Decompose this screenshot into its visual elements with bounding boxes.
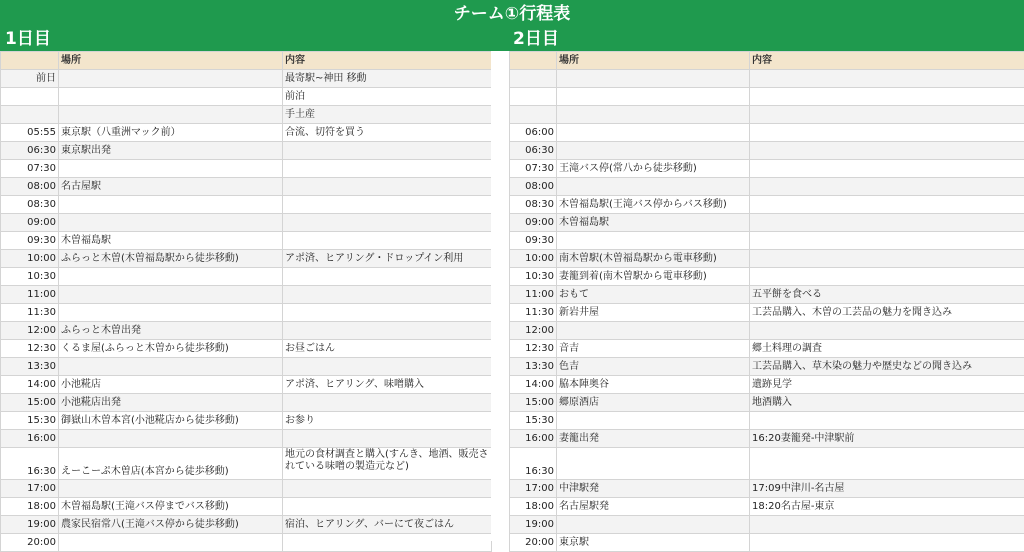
- table-row: [510, 268, 1024, 286]
- day1-schedule-table: [0, 51, 492, 552]
- time-cell[interactable]: 16:30: [1, 448, 59, 480]
- time-cell[interactable]: 09:00: [1, 214, 59, 232]
- place-cell[interactable]: 名古屋駅: [59, 178, 283, 196]
- place-cell[interactable]: [59, 70, 283, 88]
- content-cell[interactable]: [750, 88, 1024, 106]
- time-cell[interactable]: [510, 88, 557, 106]
- time-cell[interactable]: 17:00: [510, 480, 557, 498]
- content-cell[interactable]: [283, 322, 492, 340]
- content-cell[interactable]: [750, 412, 1024, 430]
- table-row: [510, 196, 1024, 214]
- place-cell[interactable]: [557, 322, 750, 340]
- content-cell[interactable]: [283, 214, 492, 232]
- header-time-cell[interactable]: [1, 52, 59, 70]
- place-cell[interactable]: 小池糀店: [59, 376, 283, 394]
- table-row: [510, 160, 1024, 178]
- time-cell[interactable]: 20:00: [510, 534, 557, 552]
- time-cell[interactable]: 16:00: [510, 430, 557, 448]
- content-cell[interactable]: [750, 534, 1024, 552]
- content-cell[interactable]: [283, 480, 492, 498]
- time-cell[interactable]: [510, 70, 557, 88]
- place-cell[interactable]: [59, 480, 283, 498]
- time-cell[interactable]: 11:30: [1, 304, 59, 322]
- table-row: [510, 448, 1024, 480]
- table-row: [1, 480, 492, 498]
- table-row: [510, 340, 1024, 358]
- place-cell[interactable]: 中津駅発: [557, 480, 750, 498]
- sheet-title: チーム①行程表: [0, 3, 1024, 25]
- table-row: [510, 322, 1024, 340]
- time-cell[interactable]: 13:30: [1, 358, 59, 376]
- content-cell[interactable]: 18:20名古屋-東京: [750, 498, 1024, 516]
- table-row: [510, 124, 1024, 142]
- place-cell[interactable]: [59, 196, 283, 214]
- time-cell[interactable]: 12:00: [510, 322, 557, 340]
- table-row: [1, 448, 492, 480]
- place-cell[interactable]: [59, 534, 283, 552]
- content-cell[interactable]: 合流、切符を買う: [283, 124, 492, 142]
- place-cell[interactable]: [557, 178, 750, 196]
- table-row: [510, 88, 1024, 106]
- day2-label: 2日目: [513, 28, 559, 50]
- content-cell[interactable]: [750, 516, 1024, 534]
- table-row: [1, 160, 492, 178]
- table-row: [1, 214, 492, 232]
- time-cell[interactable]: 15:00: [510, 394, 557, 412]
- header-content-cell[interactable]: 内容: [283, 52, 492, 70]
- time-cell[interactable]: 15:30: [510, 412, 557, 430]
- time-cell[interactable]: 16:30: [510, 448, 557, 480]
- place-cell[interactable]: [59, 214, 283, 232]
- content-cell[interactable]: [283, 498, 492, 516]
- table-row: [510, 304, 1024, 322]
- content-cell[interactable]: 工芸品購入、木曽の工芸品の魅力を聞き込み: [750, 304, 1024, 322]
- table-row: [510, 286, 1024, 304]
- time-cell[interactable]: 17:00: [1, 480, 59, 498]
- time-cell[interactable]: 20:00: [1, 534, 59, 552]
- table-row: [510, 430, 1024, 448]
- time-cell[interactable]: 13:30: [510, 358, 557, 376]
- header-place-cell[interactable]: 場所: [59, 52, 283, 70]
- table-row: [1, 322, 492, 340]
- table-row: [1, 250, 492, 268]
- table-row: [510, 534, 1024, 552]
- table-row: [1, 286, 492, 304]
- place-cell[interactable]: [557, 232, 750, 250]
- time-cell[interactable]: 06:30: [510, 142, 557, 160]
- content-cell[interactable]: [750, 250, 1024, 268]
- time-cell[interactable]: 07:30: [1, 160, 59, 178]
- content-cell[interactable]: [750, 142, 1024, 160]
- content-cell[interactable]: [283, 142, 492, 160]
- table-row: [510, 214, 1024, 232]
- table-row: [510, 232, 1024, 250]
- place-cell[interactable]: 農家民宿常八(王滝バス停から徒歩移動): [59, 516, 283, 534]
- time-cell[interactable]: 10:00: [510, 250, 557, 268]
- place-cell[interactable]: 南木曽駅(木曽福島駅から電車移動): [557, 250, 750, 268]
- table-row: [1, 394, 492, 412]
- place-cell[interactable]: 木曽福島駅: [557, 214, 750, 232]
- table-row: [1, 232, 492, 250]
- content-cell[interactable]: [750, 106, 1024, 124]
- place-cell[interactable]: 妻籠出発: [557, 430, 750, 448]
- table-row: [510, 106, 1024, 124]
- place-cell[interactable]: [59, 286, 283, 304]
- table-row: [1, 376, 492, 394]
- time-cell[interactable]: 15:30: [1, 412, 59, 430]
- place-cell[interactable]: 東京駅出発: [59, 142, 283, 160]
- header-time-cell[interactable]: [510, 52, 557, 70]
- table-row: [1, 268, 492, 286]
- content-cell[interactable]: 郷土料理の調査: [750, 340, 1024, 358]
- time-cell[interactable]: 09:00: [510, 214, 557, 232]
- place-cell[interactable]: [59, 160, 283, 178]
- place-cell[interactable]: 東京駅: [557, 534, 750, 552]
- place-cell[interactable]: [557, 88, 750, 106]
- time-cell[interactable]: [1, 88, 59, 106]
- place-cell[interactable]: [557, 106, 750, 124]
- time-cell[interactable]: 11:00: [510, 286, 557, 304]
- place-cell[interactable]: 東京駅（八重洲マック前）: [59, 124, 283, 142]
- place-cell[interactable]: 名古屋駅発: [557, 498, 750, 516]
- content-cell[interactable]: [283, 394, 492, 412]
- content-cell[interactable]: [283, 160, 492, 178]
- time-cell[interactable]: 10:30: [510, 268, 557, 286]
- header-place-cell[interactable]: 場所: [557, 52, 750, 70]
- place-cell[interactable]: [59, 268, 283, 286]
- time-cell[interactable]: 09:30: [1, 232, 59, 250]
- time-cell[interactable]: 06:00: [510, 124, 557, 142]
- time-cell[interactable]: 11:00: [1, 286, 59, 304]
- table-row: [1, 106, 492, 124]
- table-row: [510, 376, 1024, 394]
- place-cell[interactable]: 新岩井屋: [557, 304, 750, 322]
- time-cell[interactable]: 18:00: [1, 498, 59, 516]
- content-cell[interactable]: [750, 124, 1024, 142]
- day2-schedule-table: [509, 51, 1024, 552]
- table-row: [1, 340, 492, 358]
- place-cell[interactable]: くるま屋(ふらっと木曽から徒歩移動): [59, 340, 283, 358]
- content-cell[interactable]: [283, 304, 492, 322]
- time-cell[interactable]: 08:30: [510, 196, 557, 214]
- place-cell[interactable]: [59, 304, 283, 322]
- header-content-cell[interactable]: 内容: [750, 52, 1024, 70]
- place-cell[interactable]: [59, 106, 283, 124]
- place-cell[interactable]: 木曽福島駅(王滝バス停からバス移動): [557, 196, 750, 214]
- place-cell[interactable]: [557, 70, 750, 88]
- place-cell[interactable]: [557, 142, 750, 160]
- time-cell[interactable]: 10:30: [1, 268, 59, 286]
- content-cell[interactable]: 手土産: [283, 106, 492, 124]
- place-cell[interactable]: 音吉: [557, 340, 750, 358]
- content-cell[interactable]: [283, 268, 492, 286]
- time-cell[interactable]: 12:30: [1, 340, 59, 358]
- time-cell[interactable]: 06:30: [1, 142, 59, 160]
- time-cell[interactable]: 12:30: [510, 340, 557, 358]
- time-cell[interactable]: 07:30: [510, 160, 557, 178]
- content-cell[interactable]: お昼ごはん: [283, 340, 492, 358]
- place-cell[interactable]: [59, 430, 283, 448]
- content-cell[interactable]: 地元の食材調査と購入(すんき、地酒、販売されている味噌の製造元など): [283, 448, 492, 480]
- place-cell[interactable]: 木曽福島駅: [59, 232, 283, 250]
- content-cell[interactable]: [750, 268, 1024, 286]
- time-cell[interactable]: 16:00: [1, 430, 59, 448]
- time-cell[interactable]: 18:00: [510, 498, 557, 516]
- place-cell[interactable]: 御嶽山木曽本宮(小池糀店から徒歩移動): [59, 412, 283, 430]
- content-cell[interactable]: お参り: [283, 412, 492, 430]
- content-cell[interactable]: [750, 178, 1024, 196]
- content-cell[interactable]: アポ済、ヒアリング、味噌購入: [283, 376, 492, 394]
- place-cell[interactable]: 脇本陣奥谷: [557, 376, 750, 394]
- content-cell[interactable]: [750, 232, 1024, 250]
- table-row: [1, 142, 492, 160]
- place-cell[interactable]: おもて: [557, 286, 750, 304]
- title-banner: [0, 0, 1024, 51]
- time-cell[interactable]: 12:00: [1, 322, 59, 340]
- content-cell[interactable]: 遺跡見学: [750, 376, 1024, 394]
- content-cell[interactable]: [750, 322, 1024, 340]
- content-cell[interactable]: アポ済、ヒアリング・ドロップイン利用: [283, 250, 492, 268]
- content-cell[interactable]: 宿泊、ヒアリング、バーにて夜ごはん: [283, 516, 492, 534]
- place-cell[interactable]: [59, 358, 283, 376]
- table-row: [1, 304, 492, 322]
- table-row: [1, 178, 492, 196]
- time-cell[interactable]: 08:00: [510, 178, 557, 196]
- header-row: [510, 52, 1024, 70]
- content-cell[interactable]: [750, 448, 1024, 480]
- content-cell[interactable]: [283, 430, 492, 448]
- content-cell[interactable]: 工芸品購入、草木染の魅力や歴史などの聞き込み: [750, 358, 1024, 376]
- table-row: [1, 358, 492, 376]
- place-cell[interactable]: 王滝バス停(常八から徒歩移動): [557, 160, 750, 178]
- table-row: [1, 70, 492, 88]
- time-cell[interactable]: 10:00: [1, 250, 59, 268]
- time-cell[interactable]: [1, 106, 59, 124]
- place-cell[interactable]: [557, 124, 750, 142]
- time-cell[interactable]: [510, 106, 557, 124]
- place-cell[interactable]: 小池糀店出発: [59, 394, 283, 412]
- content-cell[interactable]: 17:09中津川-名古屋: [750, 480, 1024, 498]
- time-cell[interactable]: 08:30: [1, 196, 59, 214]
- table-row: [1, 498, 492, 516]
- day1-label: 1日目: [5, 28, 51, 50]
- content-cell[interactable]: [750, 214, 1024, 232]
- table-row: [510, 394, 1024, 412]
- time-cell[interactable]: 14:00: [1, 376, 59, 394]
- content-cell[interactable]: [283, 196, 492, 214]
- table-row: [1, 124, 492, 142]
- table-row: [510, 412, 1024, 430]
- place-cell[interactable]: 郷原酒店: [557, 394, 750, 412]
- table-row: [510, 142, 1024, 160]
- content-cell[interactable]: [283, 358, 492, 376]
- place-cell[interactable]: [557, 412, 750, 430]
- content-cell[interactable]: [750, 196, 1024, 214]
- time-cell[interactable]: 08:00: [1, 178, 59, 196]
- time-cell[interactable]: 19:00: [1, 516, 59, 534]
- place-cell[interactable]: 妻籠到着(南木曽駅から電車移動): [557, 268, 750, 286]
- table-row: [1, 516, 492, 534]
- table-row: [1, 534, 492, 552]
- time-cell[interactable]: 19:00: [510, 516, 557, 534]
- content-cell[interactable]: [283, 178, 492, 196]
- place-cell[interactable]: 色吉: [557, 358, 750, 376]
- table-row: [510, 70, 1024, 88]
- place-cell[interactable]: えーこーぷ木曽店(本宮から徒歩移動): [59, 448, 283, 480]
- content-cell[interactable]: 地酒購入: [750, 394, 1024, 412]
- table-row: [510, 498, 1024, 516]
- content-cell[interactable]: [750, 70, 1024, 88]
- table-row: [1, 412, 492, 430]
- place-cell[interactable]: [557, 516, 750, 534]
- time-cell[interactable]: 09:30: [510, 232, 557, 250]
- time-cell[interactable]: 14:00: [510, 376, 557, 394]
- place-cell[interactable]: ふらっと木曽(木曽福島駅から徒歩移動): [59, 250, 283, 268]
- column-gap: [491, 51, 509, 541]
- table-row: [510, 178, 1024, 196]
- content-cell[interactable]: 最寄駅~神田 移動: [283, 70, 492, 88]
- time-cell[interactable]: 11:30: [510, 304, 557, 322]
- content-cell[interactable]: 前泊: [283, 88, 492, 106]
- header-row: [1, 52, 492, 70]
- time-cell[interactable]: 05:55: [1, 124, 59, 142]
- place-cell[interactable]: ふらっと木曽出発: [59, 322, 283, 340]
- content-cell[interactable]: 五平餅を食べる: [750, 286, 1024, 304]
- table-row: [1, 430, 492, 448]
- content-cell[interactable]: [283, 534, 492, 552]
- content-cell[interactable]: [283, 286, 492, 304]
- place-cell[interactable]: [59, 88, 283, 106]
- place-cell[interactable]: [557, 448, 750, 480]
- content-cell[interactable]: [283, 232, 492, 250]
- place-cell[interactable]: 木曽福島駅(王滝バス停までバス移動): [59, 498, 283, 516]
- table-row: [1, 88, 492, 106]
- table-row: [510, 516, 1024, 534]
- content-cell[interactable]: 16:20妻籠発-中津駅前: [750, 430, 1024, 448]
- table-row: [510, 358, 1024, 376]
- table-row: [1, 196, 492, 214]
- content-cell[interactable]: [750, 160, 1024, 178]
- table-row: [510, 480, 1024, 498]
- time-cell[interactable]: 前日: [1, 70, 59, 88]
- table-row: [510, 250, 1024, 268]
- time-cell[interactable]: 15:00: [1, 394, 59, 412]
